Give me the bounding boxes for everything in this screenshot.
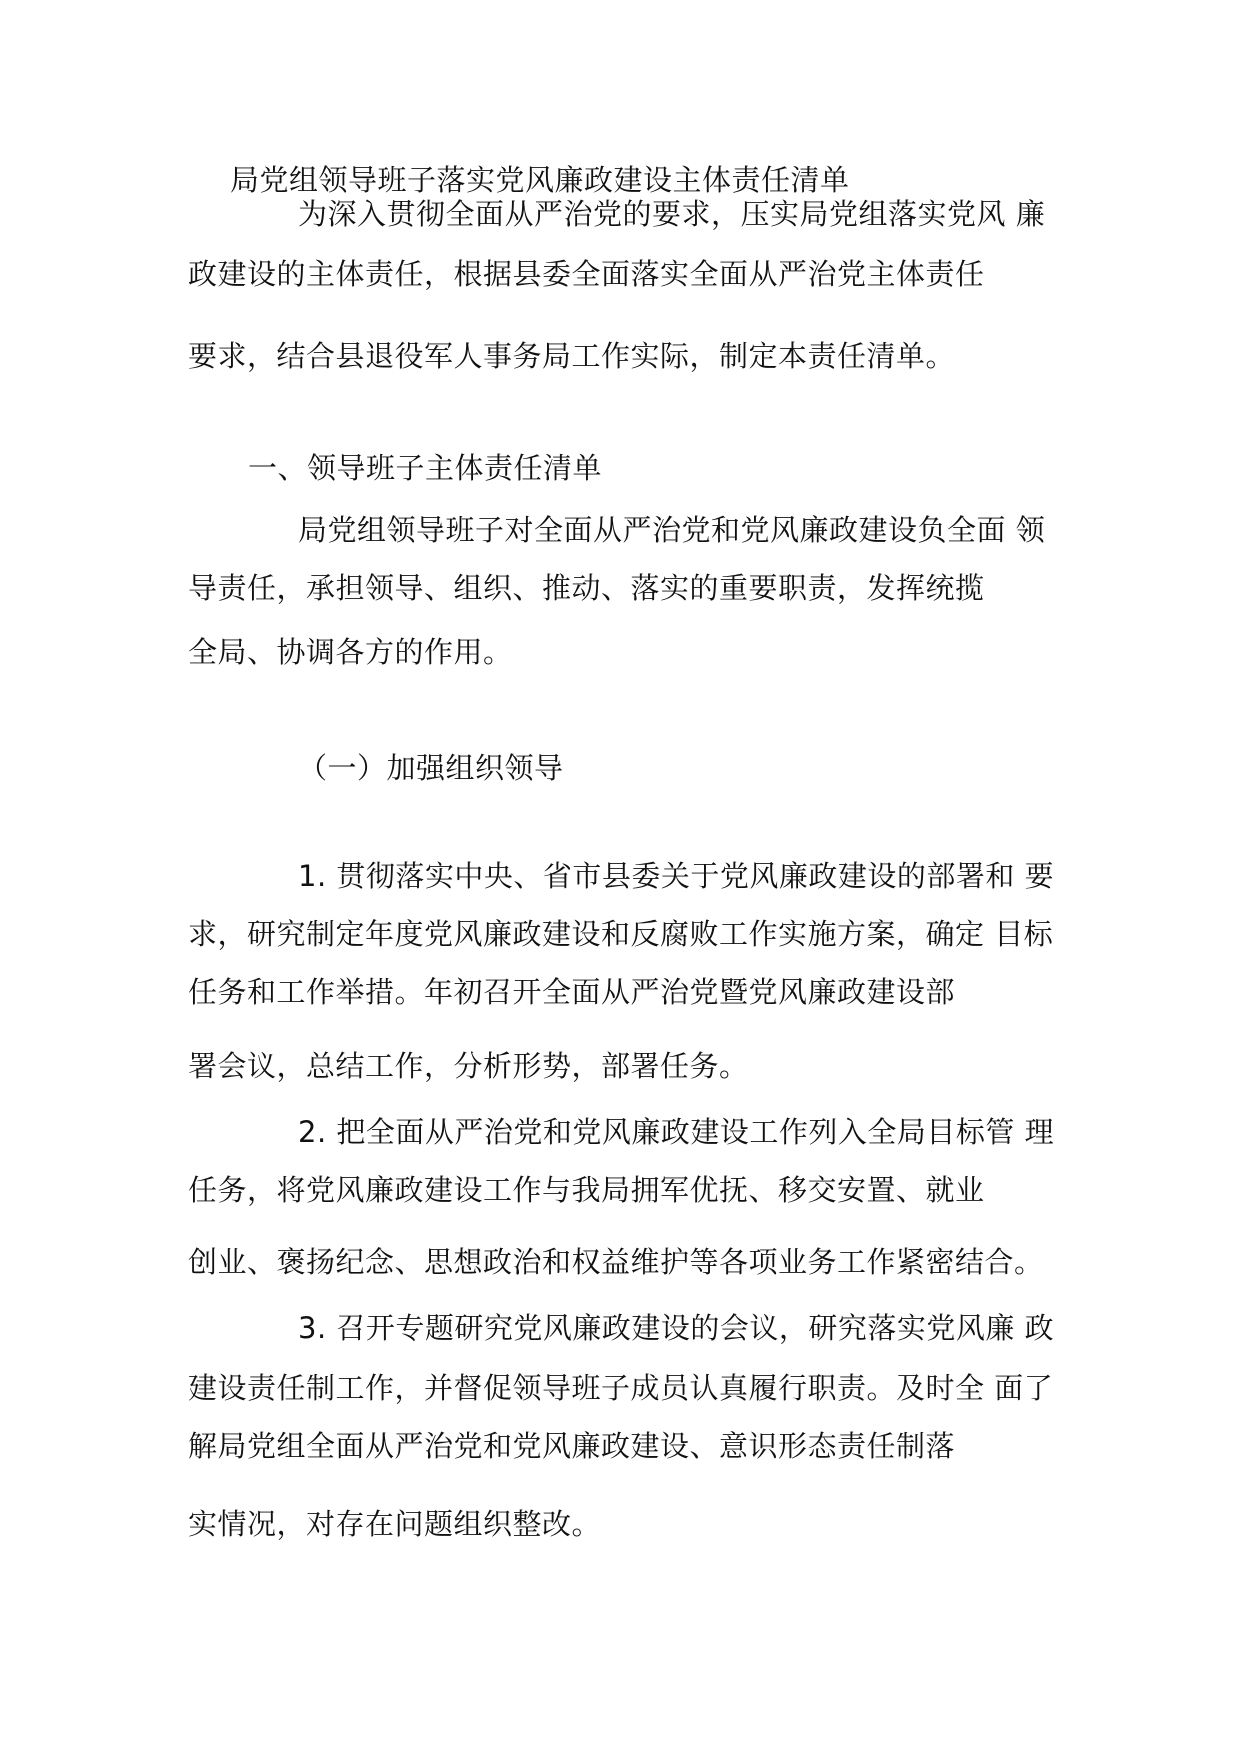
- list-item-line: 2. 把全面从严治党和党风廉政建设工作列入全局目标管 理: [298, 1115, 1055, 1149]
- list-item-line: 署会议，总结工作，分析形势，部署任务。: [188, 1049, 749, 1083]
- document-title: 局党组领导班子落实党风廉政建设主体责任清单: [230, 163, 850, 197]
- list-item-line: 建设责任制工作，并督促领导班子成员认真履行职责。及时全 面了: [188, 1371, 1054, 1405]
- intro-line: 政建设的主体责任，根据县委全面落实全面从严治党主体责任: [188, 257, 985, 291]
- intro-line: 为深入贯彻全面从严治党的要求，压实局党组落实党风 廉: [298, 197, 1046, 231]
- section-paragraph-line: 全局、协调各方的作用。: [188, 635, 513, 669]
- list-item-line: 创业、褒扬纪念、思想政治和权益维护等各项业务工作紧密结合。: [188, 1245, 1044, 1279]
- subsection-heading: （一）加强组织领导: [298, 751, 564, 785]
- list-item-line: 1. 贯彻落实中央、省市县委关于党风廉政建设的部署和 要: [298, 859, 1055, 893]
- intro-line: 要求，结合县退役军人事务局工作实际，制定本责任清单。: [188, 339, 956, 373]
- list-item-line: 实情况，对存在问题组织整改。: [188, 1507, 602, 1541]
- list-item-line: 3. 召开专题研究党风廉政建设的会议，研究落实党风廉 政: [298, 1311, 1055, 1345]
- list-item-line: 解局党组全面从严治党和党风廉政建设、意识形态责任制落: [188, 1429, 956, 1463]
- list-item-line: 任务，将党风廉政建设工作与我局拥军优抚、移交安置、就业: [188, 1173, 985, 1207]
- list-item-line: 任务和工作举措。年初召开全面从严治党暨党风廉政建设部: [188, 975, 956, 1009]
- section-heading: 一、领导班子主体责任清单: [248, 451, 603, 485]
- list-item-line: 求，研究制定年度党风廉政建设和反腐败工作实施方案，确定 目标: [188, 917, 1054, 951]
- section-paragraph-line: 导责任，承担领导、组织、推动、落实的重要职责，发挥统揽: [188, 571, 985, 605]
- section-paragraph-line: 局党组领导班子对全面从严治党和党风廉政建设负全面 领: [298, 513, 1046, 547]
